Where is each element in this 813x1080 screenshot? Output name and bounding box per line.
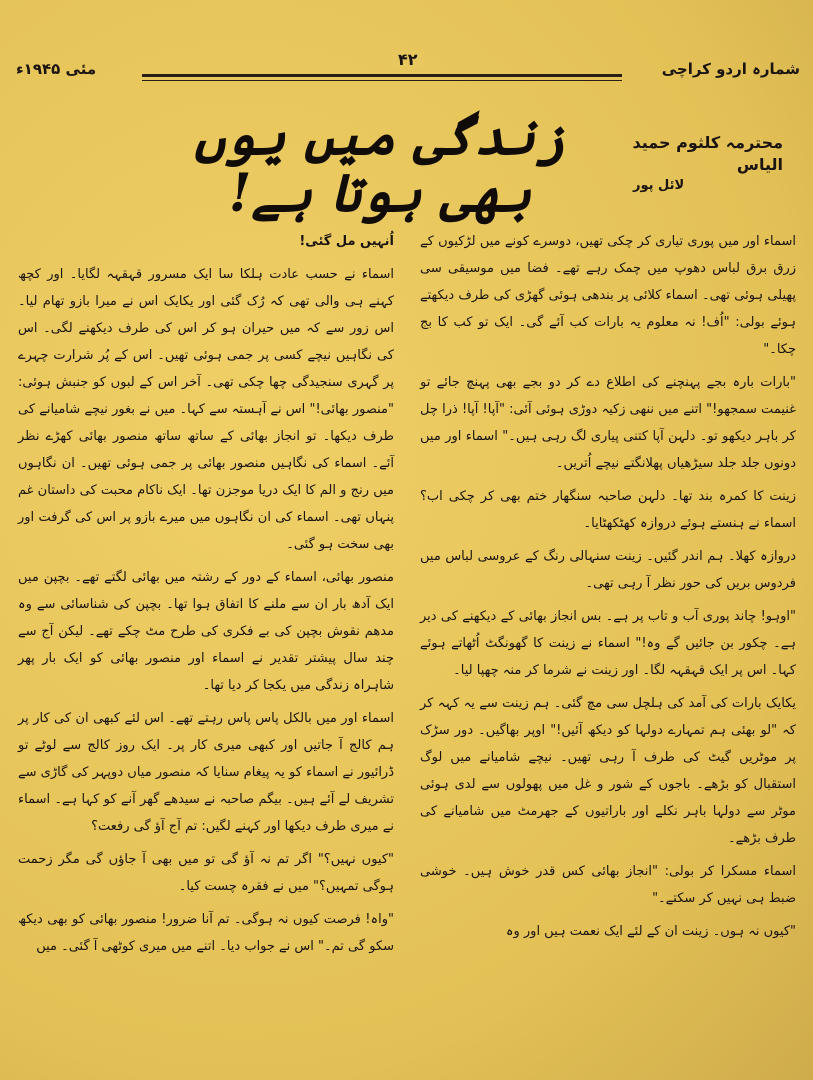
page-number: ۴۲ xyxy=(392,50,424,69)
paragraph-lead: اُنہیں مل گئی! xyxy=(299,234,394,249)
column-right xyxy=(420,228,796,951)
author-block xyxy=(613,132,783,195)
paragraph: یکایک بارات کی آمد کی ہلچل سی مچ گئی۔ ہم زینت سے یہ کہہ کر کہ "لو بھئی ہم تمہارے دولہا کو دیکھ آئیں!" اوپر بھاگیں۔ دور سڑک پر موٹریں گیٹ کی طرف آ رہی تھیں۔ نیچے شامیانے میں لوگ استقبال کو بڑھے۔ باجوں کے شور و غل میں پھولوں سے لدی ہوئی موٹر سے دولہا باہر نکلے اور باراتیوں کے جھرمٹ میں شامیانے کی طرف بڑھے۔ xyxy=(420,696,796,846)
paragraph: "اوہو! چاند پوری آب و تاب پر ہے۔ بس انجاز بھائی کے دیکھنے کی دیر ہے۔ چکور بن جائیں گے وہ!" اسماء نے زینت کا گھونگٹ اُٹھاتے ہوئے کہا۔ اس پر ایک قہقہہ لگا۔ اور زینت نے شرما کر منہ چھپا لیا۔ xyxy=(420,609,796,678)
article-title: زندگی میں یوں بھی ہوتا ہے! xyxy=(194,106,566,225)
column-left xyxy=(18,228,394,966)
header-rule xyxy=(142,74,622,77)
publication-name: شمارہ اردو کراچی xyxy=(661,60,800,78)
paragraph: "کیوں نہیں؟" اگر تم نہ آؤ گی تو میں بھی آ جاؤں گی مگر زحمت ہوگی تمہیں؟" میں نے فقرہ چست کیا۔ xyxy=(18,852,394,894)
author-name: محترمہ کلثوم حمید الیاس xyxy=(632,133,783,175)
paragraph: زینت کا کمرہ بند تھا۔ دلہن صاحبہ سنگھار ختم بھی کر چکی اب؟ اسماء نے ہنستے ہوئے دروازہ کھٹکھٹایا۔ xyxy=(420,489,796,531)
paragraph: "کیوں نہ ہوں۔ زینت ان کے لئے ایک نعمت ہیں اور وہ xyxy=(505,924,796,939)
author-city: لائل پور xyxy=(633,177,685,193)
issue-date: مئی ۱۹۴۵ء xyxy=(16,60,97,78)
paragraph: "بارات بارہ بجے پہنچنے کی اطلاع دے کر دو بجے بھی پہنچ جائے تو غنیمت سمجھو!" اتنے میں ننھی زکیہ دوڑی ہوئی آئی: "آپا! آپا! ذرا چل کر باہر دیکھو تو۔ دلہن آپا کتنی پیاری لگ رہی ہیں۔" اسماء اور میں دونوں جلد جلد سیڑھیاں پھلانگتے نیچے اُتریں۔ xyxy=(420,375,796,471)
paragraph: منصور بھائی، اسماء کے دور کے رشتہ میں بھائی لگتے تھے۔ بچپن میں ایک آدھ بار ان سے ملنے کا اتفاق ہوا تھا۔ بچپن کی شناسائی سے وہ مدھم نقوش بچپن کی بے فکری کی طرح مٹ چکے تھے۔ لیکن آج سے چند سال پیشتر تقدیر نے اسماء اور منصور بھائی کو ایک بار پھر شاہراہ زندگی میں یکجا کر دیا تھا۔ xyxy=(18,570,394,693)
paragraph: دروازہ کھلا۔ ہم اندر گئیں۔ زینت سنہالی رنگ کے عروسی لباس میں فردوس بریں کی حور نظر آ رہی تھی۔ xyxy=(420,549,796,591)
paragraph: اسماء اور میں بالکل پاس پاس رہتے تھے۔ اس لئے کبھی ان کی کار پر ہم کالج آ جاتیں اور کبھی میری کار پر۔ ایک روز کالج سے لوٹے تو ڈرائیور نے اسماء کو یہ پیغام سنایا کہ منصور میاں دوپہر کی گاڑی سے تشریف لے آئے ہیں۔ بیگم صاحبہ نے سیدھے گھر آنے کو کہا ہے۔ اسماء نے میری طرف دیکھا اور کہنے لگیں: تم آج آؤ گی رفعت؟ xyxy=(18,711,394,834)
paragraph: اسماء اور میں پوری تیاری کر چکی تھیں، دوسرے کونے میں لڑکیوں کے زرق برق لباس دھوپ میں چمک رہے تھے۔ فضا میں موسیقی سی پھیلی ہوئی تھی۔ اسماء کلائی پر بندھی ہوئی گھڑی کی طرف دیکھتے ہوئے بولی: "اُف! نہ معلوم یہ بارات کب آئے گی۔ ایک تو کب کا بج چکا۔" xyxy=(420,234,796,357)
paragraph: اسماء مسکرا کر بولی: "انجاز بھائی کس قدر خوش ہیں۔ خوشی ضبط ہی نہیں کر سکتے۔" xyxy=(420,864,796,906)
paragraph: اسماء نے حسب عادت ہلکا سا ایک مسرور قہقہہ لگایا۔ اور کچھ کہنے ہی والی تھی کہ رُک گئی اور یکایک اس نے میرا بازو تھام لیا۔ اس زور سے کہ میں حیران ہو کر اس کی طرف دیکھنے لگی۔ اس کی نگاہیں نیچے کسی پر جمی ہوئی تھیں۔ اس کے پُر شرارت چہرے پر گہری سنجیدگی چھا چکی تھی۔ آخر اس کے لبوں کو جنبش ہوئی: "منصور بھائی!" اس نے آہستہ سے کہا۔ میں نے بغور نیچے شامیانے کی طرف دیکھا۔ تو انجاز بھائی کے ساتھ ساتھ منصور بھائی کھڑے نظر آئے۔ اسماء کی نگاہیں منصور بھائی پر جمی ہوئی تھیں۔ ان نگاہوں میں رنج و الم کا ایک دریا موجزن تھا۔ ایک ناکام محبت کی داستان غم پنہاں تھی۔ اسماء کی ان نگاہوں میں میرے بازو پر اس کی گرفت اور بھی سخت ہو گئی۔ xyxy=(18,267,394,552)
header-rule-thin xyxy=(142,80,622,81)
paragraph: "واہ! فرصت کیوں نہ ہوگی۔ تم آنا ضرور! منصور بھائی کو بھی دیکھ سکو گی تم۔" اس نے جواب دیا۔ اتنے میں میری کوٹھی آ گئی۔ میں xyxy=(18,912,394,954)
page-header xyxy=(12,52,802,92)
